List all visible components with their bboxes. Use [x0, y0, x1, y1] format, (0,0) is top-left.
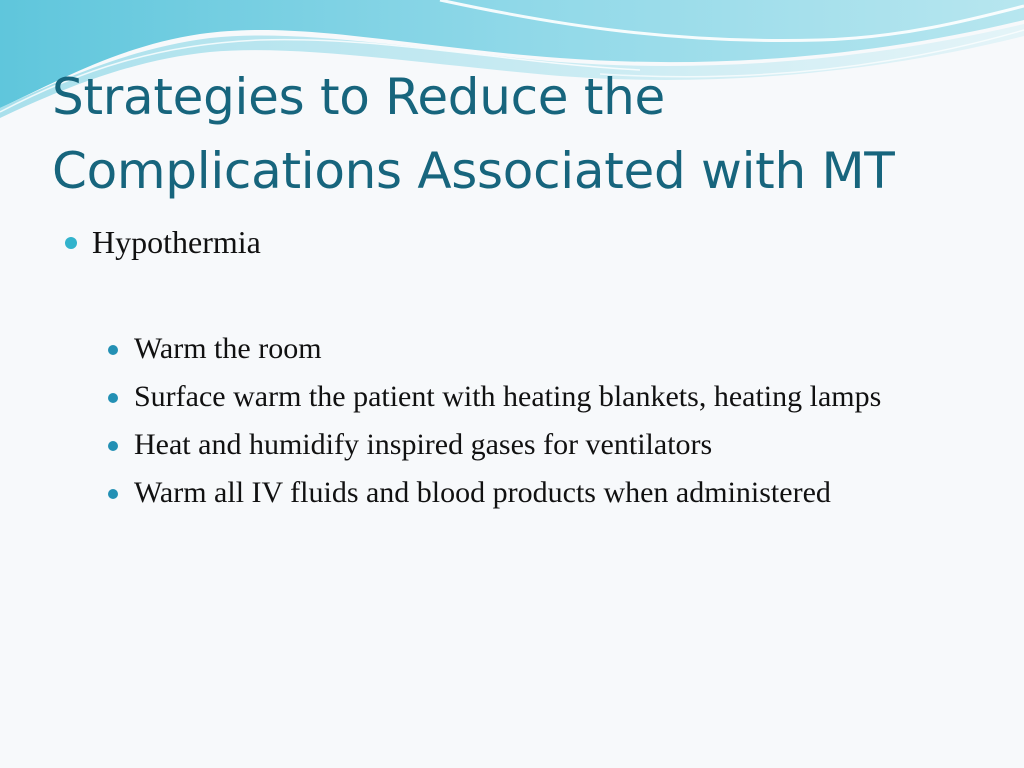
bullet-dot-icon — [108, 441, 118, 451]
sub-bullet-text: Surface warm the patient with heating blankets, heating lamps — [134, 380, 882, 413]
sub-bullet-item — [0, 377, 964, 417]
sub-bullet-item — [0, 329, 964, 369]
sub-bullet-list — [0, 329, 1024, 521]
bullet-dot-icon — [108, 393, 118, 403]
bullet-label: Hypothermia — [92, 224, 261, 260]
sub-bullet-item — [0, 473, 964, 513]
sub-bullet-item — [0, 425, 964, 465]
bullet-dot-icon — [65, 237, 77, 249]
bullet-dot-icon — [108, 345, 118, 355]
sub-bullet-text: Warm the room — [134, 332, 322, 365]
bullet-hypothermia — [64, 222, 261, 262]
sub-bullet-text: Heat and humidify inspired gases for ventilators — [134, 428, 713, 461]
bullet-dot-icon — [108, 489, 118, 499]
sub-bullet-text: Warm all IV fluids and blood products when administered — [134, 476, 831, 509]
slide-title: Strategies to Reduce the Complications Associated with MT — [52, 68, 895, 200]
